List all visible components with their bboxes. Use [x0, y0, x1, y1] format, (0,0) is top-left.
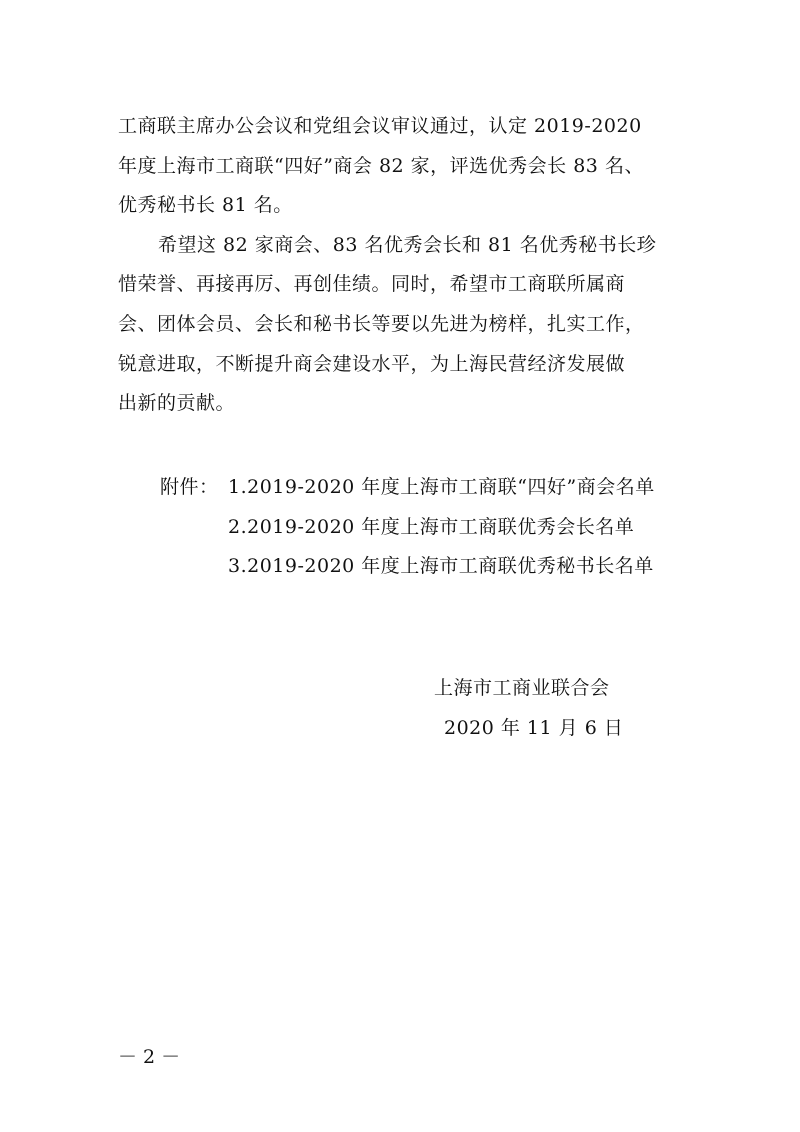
- text-line: 年度上海市工商联“四好”商会 82 家，评选优秀会长 83 名、: [118, 155, 644, 177]
- attachments-label: 附件：: [160, 476, 219, 498]
- signature-organization: 上海市工商业联合会: [434, 677, 610, 699]
- text-line: 工商联主席办公会议和党组会议审议通过，认定 2019-2020: [118, 115, 642, 137]
- attachment-item-1: 1.2019-2020 年度上海市工商联“四好”商会名单: [228, 476, 655, 498]
- text-line: 会、团体会员、会长和秘书长等要以先进为榜样，扎实工作，: [118, 313, 645, 335]
- signature-date: 2020 年 11 月 6 日: [444, 717, 624, 739]
- text-line: 出新的贡献。: [118, 392, 236, 414]
- attachment-item-3: 3.2019-2020 年度上海市工商联优秀秘书长名单: [228, 555, 654, 577]
- text-line: 惜荣誉、再接再厉、再创佳绩。同时，希望市工商联所属商: [118, 273, 626, 295]
- attachment-item-2: 2.2019-2020 年度上海市工商联优秀会长名单: [228, 516, 635, 538]
- text-line: 优秀秘书长 81 名。: [118, 194, 293, 216]
- page-number: － 2 －: [118, 1046, 181, 1068]
- text-line: 希望这 82 家商会、83 名优秀会长和 81 名优秀秘书长珍: [158, 234, 657, 256]
- text-line: 锐意进取，不断提升商会建设水平，为上海民营经济发展做: [118, 353, 626, 375]
